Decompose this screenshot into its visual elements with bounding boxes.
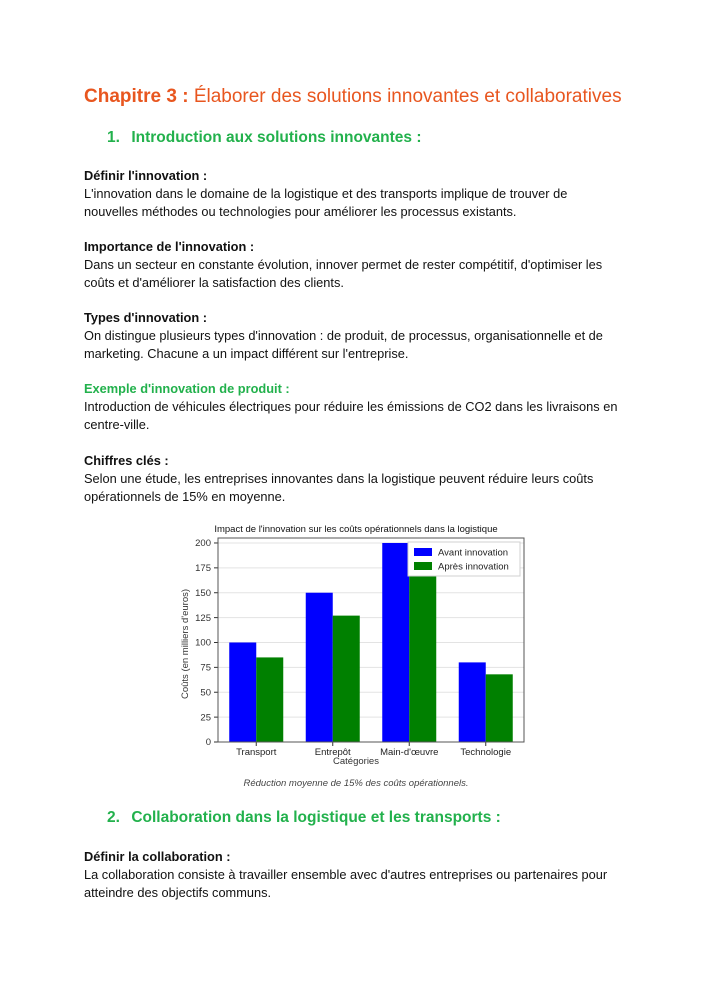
bar-apres [486,674,513,742]
legend-label: Après innovation [438,561,509,573]
block-heading: Chiffres clés : [84,453,169,468]
y-tick-label: 150 [195,587,211,599]
section-heading-2 [107,809,501,827]
block-body: Dans un secteur en constante évolution, innover permet de rester compétitif, d'optimiser les coûts et d'améliorer la satisfaction des clients. [84,257,603,290]
chart-caption: Réduction moyenne de 15% des coûts opérationnels. [243,778,469,789]
section-number: 1. [107,129,120,146]
y-tick-label: 100 [195,637,211,649]
chapter-title-text: Élaborer des solutions innovantes et collaboratives [193,86,622,107]
chapter-title [84,86,622,108]
block-body: On distingue plusieurs types d'innovation : de produit, de processus, organisationnelle et de marketing. Chacune a un impact différent sur l'entreprise. [84,328,603,361]
chart-title: Impact de l'innovation sur les coûts opérationnels dans la logistique [214,524,498,535]
bar-avant [459,662,486,742]
text-block-types-innovation [84,309,624,363]
block-body: Selon une étude, les entreprises innovantes dans la logistique peuvent réduire leurs coûts opérationnels de 15% en moyenne. [84,471,594,504]
y-tick-label: 75 [200,662,211,674]
chapter-label: Chapitre 3 : [84,86,189,107]
bar-apres [333,616,360,742]
text-block-exemple-produit [84,380,624,434]
y-axis-label: Coûts (en milliers d'euros) [180,588,191,700]
y-tick-label: 175 [195,563,211,575]
legend-label: Avant innovation [438,547,509,559]
bar-avant [382,543,409,742]
y-tick-label: 50 [200,687,211,699]
y-tick-label: 200 [195,538,211,550]
section-number: 2. [107,809,120,826]
text-block-importance-innovation [84,238,624,292]
bar-avant [229,642,256,742]
bar-avant [306,593,333,742]
legend-swatch [414,548,432,556]
cost-bar-chart [172,518,532,798]
text-block-definir-collaboration [84,848,624,902]
block-body: L'innovation dans le domaine de la logistique et des transports implique de trouver de nouvelles méthodes ou technologies pour améliorer les processus existants. [84,186,568,219]
text-block-chiffres-cles [84,452,624,506]
block-heading: Exemple d'innovation de produit : [84,381,290,396]
section-title-text: Introduction aux solutions innovantes : [131,129,422,146]
section-heading-1 [107,129,422,147]
block-heading: Définir l'innovation : [84,168,208,183]
x-tick-label: Technologie [460,747,512,758]
block-body: Introduction de véhicules électriques pour réduire les émissions de CO2 dans les livraisons en centre-ville. [84,399,618,432]
bar-apres [256,657,283,742]
bar-apres [409,573,436,742]
x-tick-label: Entrepôt [314,747,351,758]
x-axis-label: Catégories [333,756,379,767]
block-heading: Importance de l'innovation : [84,239,255,254]
block-heading: Types d'innovation : [84,310,207,325]
text-block-definir-innovation [84,167,624,221]
x-tick-label: Transport [236,747,277,758]
chart-legend [408,542,520,576]
legend-swatch [414,562,432,570]
block-body: La collaboration consiste à travailler ensemble avec d'autres entreprises ou partenaires pour atteindre des objectifs communs. [84,867,608,900]
block-heading: Définir la collaboration : [84,849,231,864]
y-tick-label: 25 [200,712,211,724]
y-tick-label: 0 [205,737,211,749]
y-tick-label: 125 [195,612,211,624]
section-title-text: Collaboration dans la logistique et les transports : [131,809,501,826]
x-tick-label: Main-d'œuvre [380,747,439,758]
